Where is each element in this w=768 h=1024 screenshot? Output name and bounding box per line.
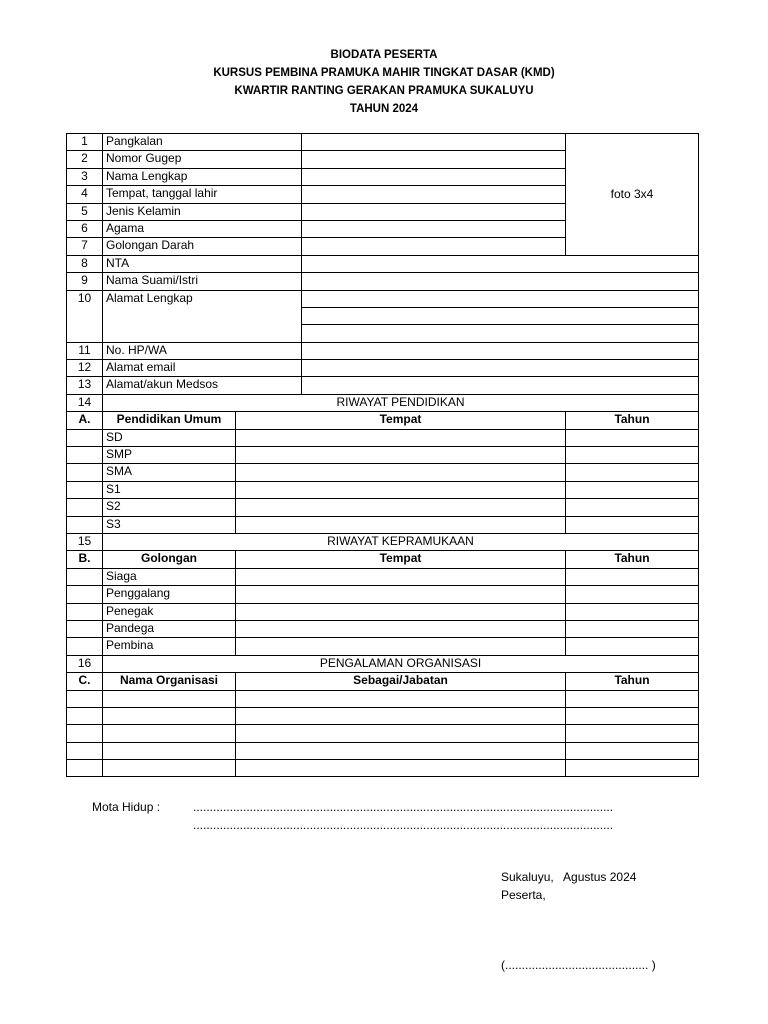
row-number: 14: [67, 394, 103, 411]
section-header-row: [67, 412, 699, 429]
table-row: [67, 134, 699, 151]
column-header: Pendidikan Umum: [103, 412, 236, 429]
field-label: Alamat email: [103, 360, 302, 377]
field-value[interactable]: [302, 255, 699, 272]
field-value[interactable]: [302, 186, 566, 203]
address-line-1[interactable]: [302, 290, 699, 307]
organization-cell[interactable]: [103, 690, 236, 707]
scout-level: Pandega: [103, 620, 236, 637]
address-line-3[interactable]: [302, 325, 699, 342]
field-label: Nama Lengkap: [103, 168, 302, 185]
year-cell[interactable]: [566, 725, 699, 742]
section-header-row: [67, 551, 699, 568]
row-number: 11: [67, 342, 103, 359]
column-header: Tempat: [236, 412, 566, 429]
year-cell[interactable]: [566, 568, 699, 585]
row-number: 5: [67, 203, 103, 220]
field-value[interactable]: [302, 273, 699, 290]
row-number: 13: [67, 377, 103, 394]
motto-line-2[interactable]: ..............................................................................................................................: [193, 818, 614, 832]
year-cell[interactable]: [566, 429, 699, 446]
education-level: S2: [103, 499, 236, 516]
table-row: [67, 290, 699, 307]
field-value[interactable]: [302, 342, 699, 359]
scout-level: Penggalang: [103, 586, 236, 603]
column-header: Tahun: [566, 551, 699, 568]
year-cell[interactable]: [566, 447, 699, 464]
section-code: B.: [67, 551, 103, 568]
section-title: RIWAYAT KEPRAMUKAAN: [103, 533, 699, 550]
table-row: [67, 742, 699, 759]
position-cell[interactable]: [236, 690, 566, 707]
table-row: [67, 516, 699, 533]
section-title: PENGALAMAN ORGANISASI: [103, 655, 699, 672]
field-value[interactable]: [302, 203, 566, 220]
place-cell[interactable]: [236, 568, 566, 585]
scout-level: Siaga: [103, 568, 236, 585]
biodata-form-table: [66, 133, 699, 777]
field-value[interactable]: [302, 238, 566, 255]
section-title-row: [67, 655, 699, 672]
field-value[interactable]: [302, 168, 566, 185]
column-header: Tempat: [236, 551, 566, 568]
position-cell[interactable]: [236, 707, 566, 724]
table-row: [67, 377, 699, 394]
section-code: A.: [67, 412, 103, 429]
address-line-2[interactable]: [302, 307, 699, 324]
header-year: TAHUN 2024: [349, 103, 419, 115]
field-value[interactable]: [302, 151, 566, 168]
row-number: 2: [67, 151, 103, 168]
year-cell[interactable]: [566, 603, 699, 620]
section-title-row: [67, 533, 699, 550]
field-label: Agama: [103, 220, 302, 237]
column-header: Golongan: [103, 551, 236, 568]
year-cell[interactable]: [566, 516, 699, 533]
table-row: [67, 725, 699, 742]
table-row: [67, 342, 699, 359]
section-header-row: [67, 673, 699, 690]
place-cell[interactable]: [236, 447, 566, 464]
organization-cell[interactable]: [103, 760, 236, 777]
organization-cell[interactable]: [103, 742, 236, 759]
year-cell[interactable]: [566, 620, 699, 637]
header-course: KURSUS PEMBINA PRAMUKA MAHIR TINGKAT DASAR (KMD): [213, 67, 555, 79]
field-label: Alamat/akun Medsos: [103, 377, 302, 394]
table-row: [67, 760, 699, 777]
row-number: 8: [67, 255, 103, 272]
row-number: 7: [67, 238, 103, 255]
table-row: [67, 620, 699, 637]
place-cell[interactable]: [236, 499, 566, 516]
table-row: [67, 273, 699, 290]
row-number: 3: [67, 168, 103, 185]
place-cell[interactable]: [236, 638, 566, 655]
column-header: Tahun: [566, 673, 699, 690]
year-cell[interactable]: [566, 499, 699, 516]
table-row: [67, 447, 699, 464]
section-title-row: [67, 394, 699, 411]
position-cell[interactable]: [236, 760, 566, 777]
row-number: 15: [67, 533, 103, 550]
field-label: Tempat, tanggal lahir: [103, 186, 302, 203]
field-label: No. HP/WA: [103, 342, 302, 359]
table-row: [67, 481, 699, 498]
table-row: [67, 690, 699, 707]
field-value[interactable]: [302, 377, 699, 394]
section-code: C.: [67, 673, 103, 690]
year-cell[interactable]: [566, 690, 699, 707]
year-cell[interactable]: [566, 742, 699, 759]
motto-line-1[interactable]: ..............................................................................................................................: [193, 800, 614, 814]
row-number: 12: [67, 360, 103, 377]
place-cell[interactable]: [236, 603, 566, 620]
field-label: Golongan Darah: [103, 238, 302, 255]
organization-cell[interactable]: [103, 725, 236, 742]
column-header: Tahun: [566, 412, 699, 429]
scout-level: Pembina: [103, 638, 236, 655]
field-label: Pangkalan: [103, 134, 302, 151]
place-cell[interactable]: [236, 516, 566, 533]
table-row: [67, 707, 699, 724]
place-date: Sukaluyu, Agustus 2024: [501, 870, 637, 884]
field-label: Nomor Gugep: [103, 151, 302, 168]
year-cell[interactable]: [566, 586, 699, 603]
table-row: [67, 255, 699, 272]
row-number: 10: [67, 290, 103, 342]
row-number: 16: [67, 655, 103, 672]
document-header: [0, 46, 768, 118]
field-value[interactable]: [302, 360, 699, 377]
row-number: 4: [67, 186, 103, 203]
motto-label: Mota Hidup :: [92, 800, 161, 814]
place-cell[interactable]: [236, 429, 566, 446]
education-level: SMA: [103, 464, 236, 481]
year-cell[interactable]: [566, 707, 699, 724]
education-level: SMP: [103, 447, 236, 464]
participant-label: Peserta,: [501, 888, 546, 902]
photo-box: foto 3x4: [566, 134, 699, 256]
table-row: [67, 464, 699, 481]
place-cell[interactable]: [236, 620, 566, 637]
position-cell[interactable]: [236, 725, 566, 742]
table-row: [67, 638, 699, 655]
scout-level: Penegak: [103, 603, 236, 620]
table-row: [67, 568, 699, 585]
table-row: [67, 360, 699, 377]
education-level: SD: [103, 429, 236, 446]
table-row: [67, 586, 699, 603]
signature-line[interactable]: (........................................... ): [501, 958, 656, 972]
field-label: Jenis Kelamin: [103, 203, 302, 220]
column-header: Sebagai/Jabatan: [236, 673, 566, 690]
field-label: NTA: [103, 255, 302, 272]
year-cell[interactable]: [566, 481, 699, 498]
column-header: Nama Organisasi: [103, 673, 236, 690]
section-title: RIWAYAT PENDIDIKAN: [103, 394, 699, 411]
table-row: [67, 499, 699, 516]
organization-cell[interactable]: [103, 707, 236, 724]
field-value[interactable]: [302, 134, 566, 151]
place-cell[interactable]: [236, 481, 566, 498]
place-cell[interactable]: [236, 586, 566, 603]
year-cell[interactable]: [566, 464, 699, 481]
table-row: [67, 603, 699, 620]
place-cell[interactable]: [236, 464, 566, 481]
header-title: BIODATA PESERTA: [330, 49, 438, 61]
table-row: [67, 429, 699, 446]
row-number: 6: [67, 220, 103, 237]
field-label: Nama Suami/Istri: [103, 273, 302, 290]
row-number: 1: [67, 134, 103, 151]
education-level: S1: [103, 481, 236, 498]
year-cell[interactable]: [566, 760, 699, 777]
field-label: Alamat Lengkap: [103, 290, 302, 342]
education-level: S3: [103, 516, 236, 533]
year-cell[interactable]: [566, 638, 699, 655]
row-number: 9: [67, 273, 103, 290]
position-cell[interactable]: [236, 742, 566, 759]
field-value[interactable]: [302, 220, 566, 237]
header-organization: KWARTIR RANTING GERAKAN PRAMUKA SUKALUYU: [234, 85, 534, 97]
